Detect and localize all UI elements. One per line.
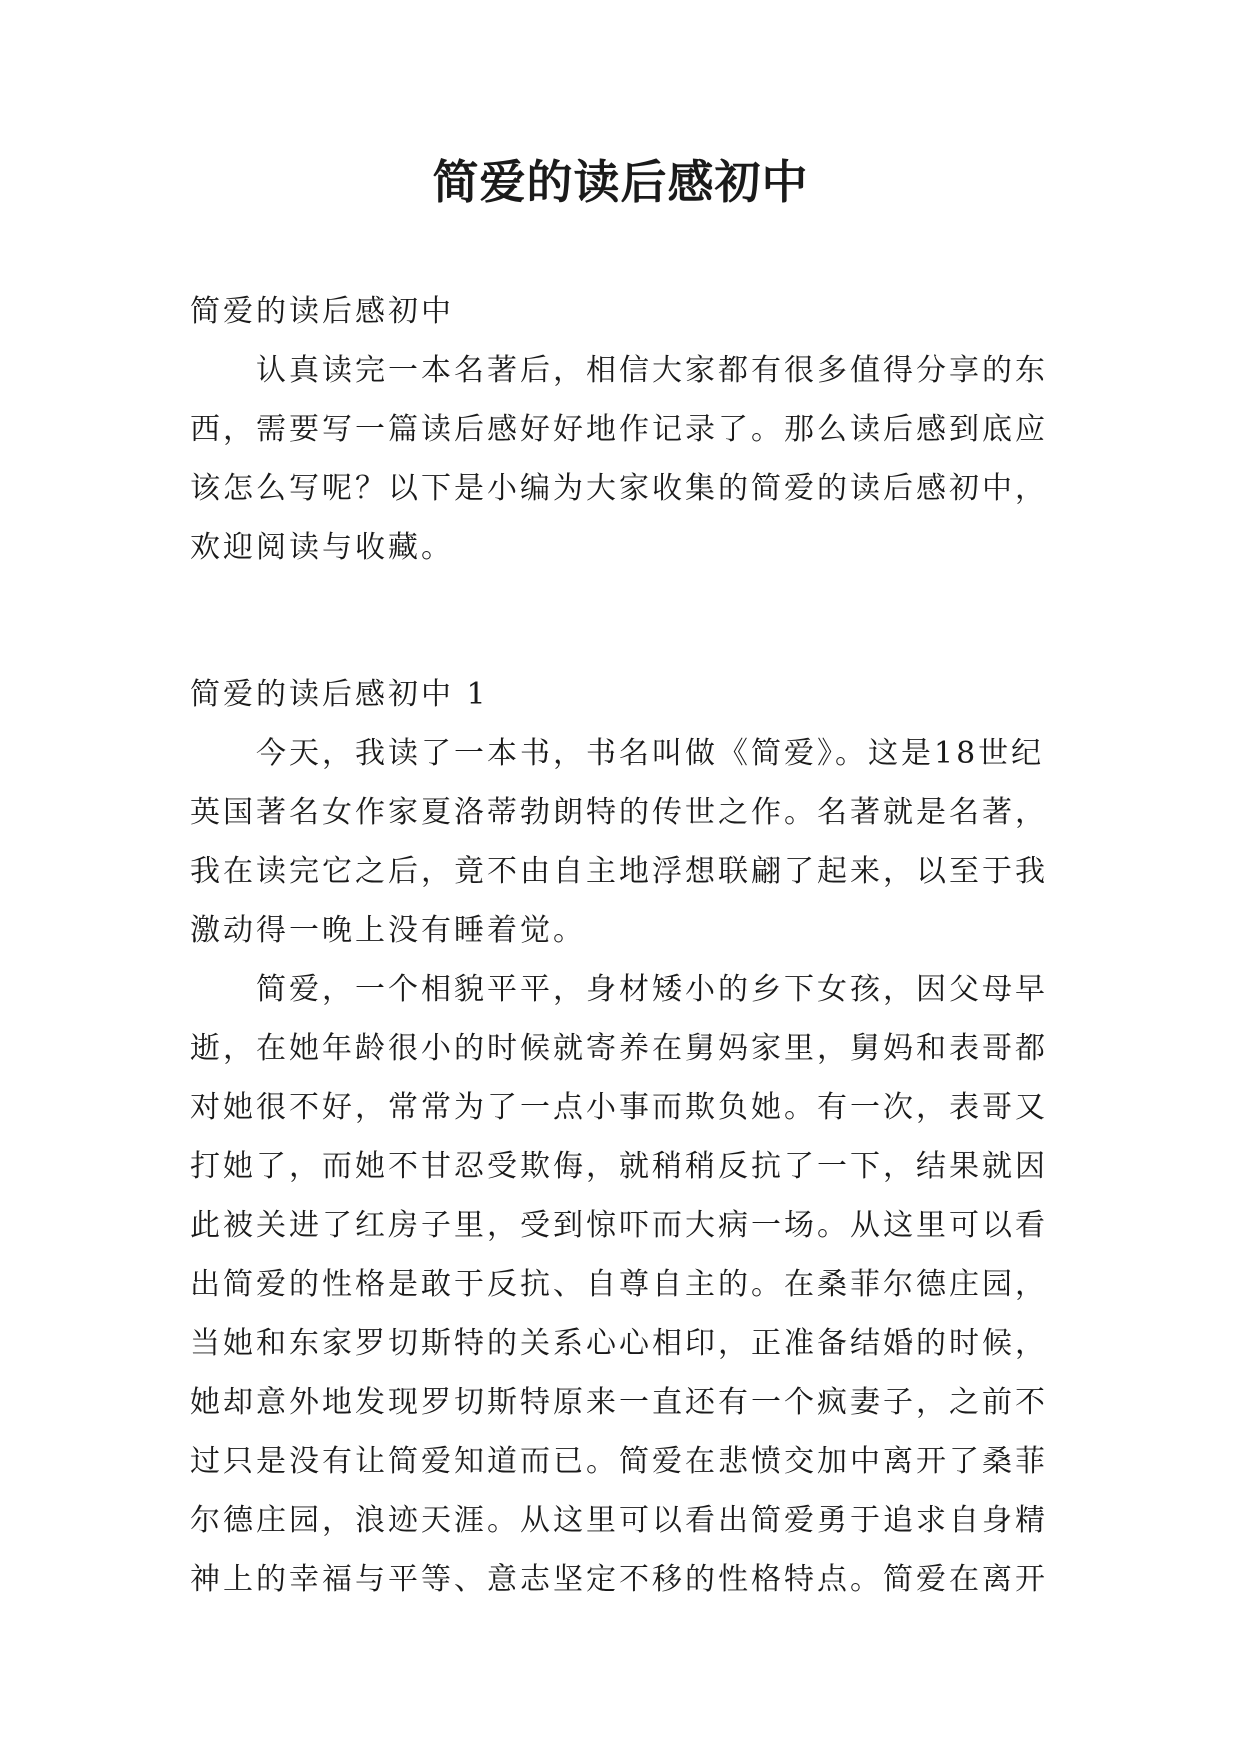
body-paragraph: 简爱，一个相貌平平，身材矮小的乡下女孩，因父母早逝，在她年龄很小的时候就寄养在舅妈家里，舅妈和表哥都对她很不好，常常为了一点小事而欺负她。有一次，表哥又打她了，而她不甘忍受欺侮，就稍稍反抗了一下，结果就因此被关进了红房子里，受到惊吓而大病一场。从这里可以看出简爱的性格是敢于反抗、自尊自主的。在桑菲尔德庄园，当她和东家罗切斯特的关系心心相印，正准备结婚的时候，她却意外地发现罗切斯特原来一直还有一个疯妻子，之前不过只是没有让简爱知道而已。简爱在悲愤交加中离开了桑菲尔德庄园，浪迹天涯。从这里可以看出简爱勇于追求自身精神上的幸福与平等、意志坚定不移的性格特点。简爱在离开 (190, 972, 1048, 1597)
page-title: 简爱的读后感初中 (432, 155, 809, 209)
intro-heading: 简爱的读后感初中 (190, 294, 454, 329)
section1-heading: 简爱的读后感初中 1 (190, 677, 489, 712)
intro-paragraph: 认真读完一本名著后，相信大家都有很多值得分享的东西，需要写一篇读后感好好地作记录了。那么读后感到底应该怎么写呢？以下是小编为大家收集的简爱的读后感初中，欢迎阅读与收藏。 (190, 353, 1048, 565)
document-body (190, 282, 1060, 1609)
section-spacer (190, 577, 1060, 665)
body-paragraph: 今天，我读了一本书，书名叫做《简爱》。这是18世纪英国著名女作家夏洛蒂勃朗特的传世之作。名著就是名著，我在读完它之后，竟不由自主地浮想联翩了起来，以至于我激动得一晚上没有睡着觉。 (190, 736, 1048, 948)
